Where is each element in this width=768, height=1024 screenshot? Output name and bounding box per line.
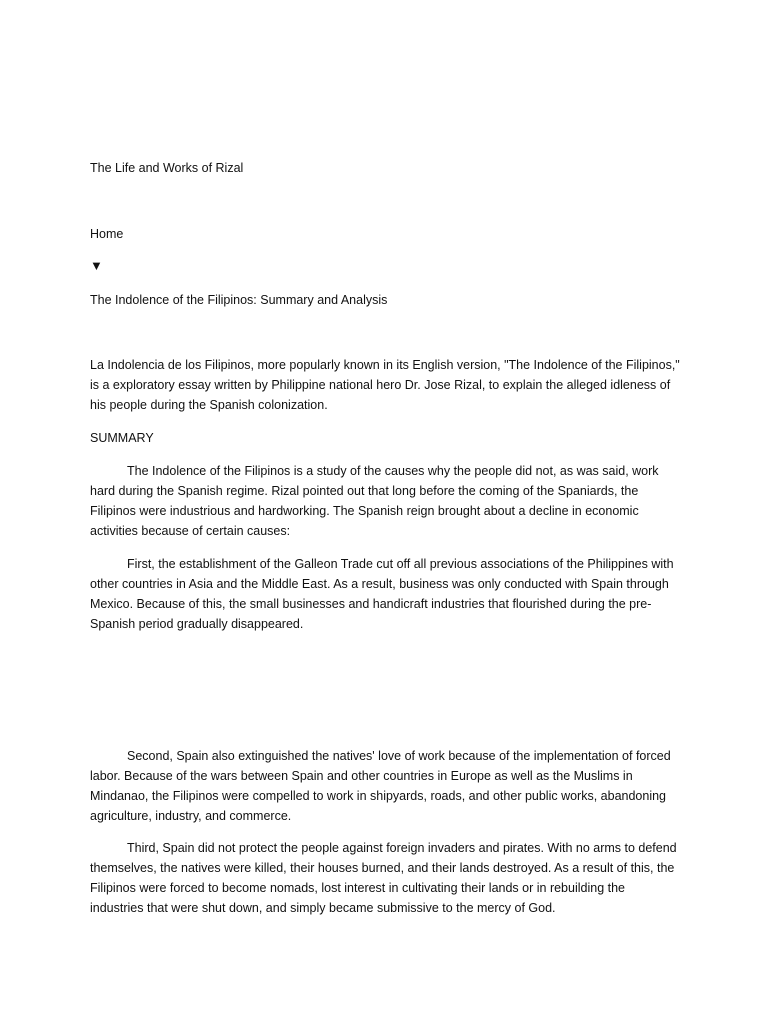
- article-title: The Indolence of the Filipinos: Summary and Analysis: [90, 293, 388, 307]
- summary-heading: SUMMARY: [90, 431, 154, 445]
- intro-paragraph: La Indolencia de los Filipinos, more popularly known in its English version, "The Indolence of the Filipinos," is a exploratory essay written by Philippine national hero Dr. Jose Rizal, to explain the alleged idleness of his people during the Spanish colonization.: [90, 358, 680, 412]
- home-link[interactable]: Home: [90, 227, 124, 241]
- site-title[interactable]: The Life and Works of Rizal: [90, 161, 244, 175]
- body-paragraph: First, the establishment of the Galleon Trade cut off all previous associations of the Philippines with other countries in Asia and the Middle East. As a result, business was only conducted with Spain through Mexico. Because of this, the small businesses and handicraft industries that flourished during the pre-Spanish period gradually disappeared.: [90, 557, 674, 631]
- body-paragraph: The Indolence of the Filipinos is a study of the causes why the people did not, as was said, work hard during the Spanish regime. Rizal pointed out that long before the coming of the Spaniards, the Filipinos were industrious and hardworking. The Spanish reign brought about a decline in economic activities because of certain causes:: [90, 464, 659, 538]
- body-paragraph: Third, Spain did not protect the people against foreign invaders and pirates. With no arms to defend themselves, the natives were killed, their houses burned, and their lands destroyed. As a result of this, the Filipinos were forced to become nomads, lost interest in cultivating their lands or in rebuilding the industries that were shut down, and simply became submissive to the mercy of God.: [90, 841, 677, 915]
- body-paragraph: Second, Spain also extinguished the natives' love of work because of the implementation of forced labor. Because of the wars between Spain and other countries in Europe as well as the Muslims in Mindanao, the Filipinos were compelled to work in shipyards, roads, and other public works, abandoning agriculture, industry, and commerce.: [90, 749, 671, 823]
- dropdown-arrow-icon[interactable]: ▼: [90, 258, 103, 273]
